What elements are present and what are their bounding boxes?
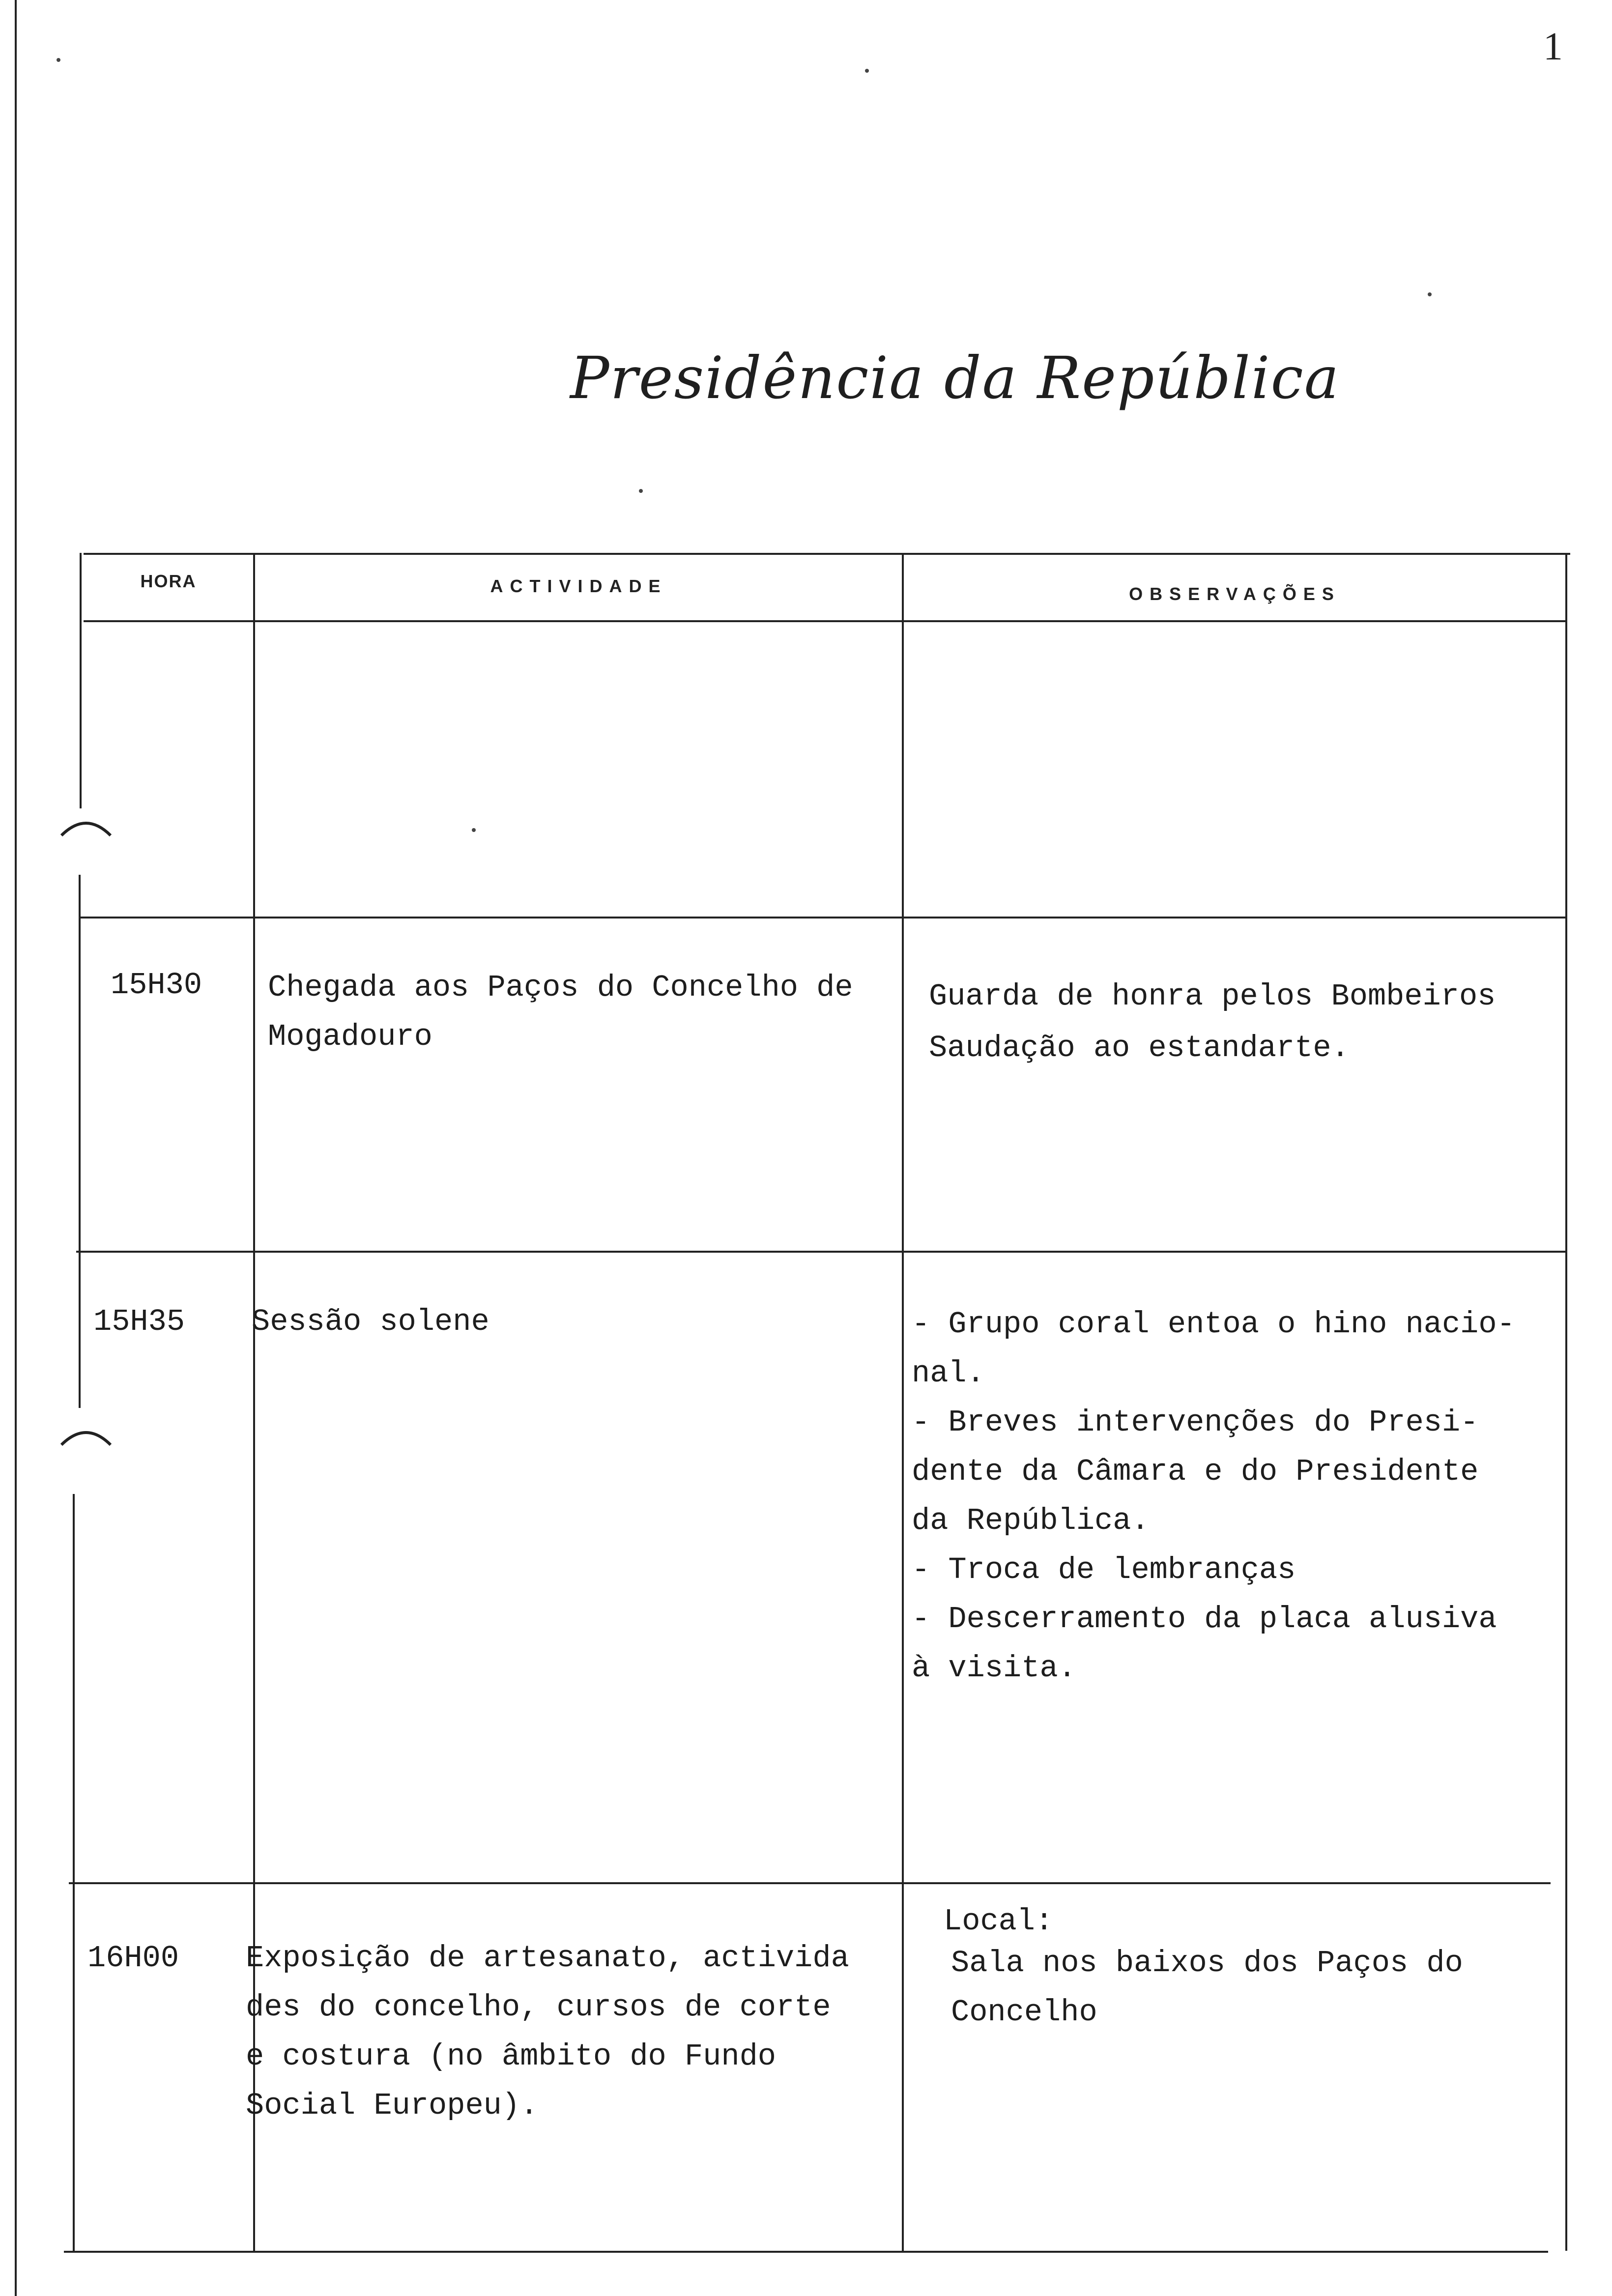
- actividade-cell: Sessão solene: [252, 1304, 489, 1339]
- left-border: [73, 1494, 75, 2251]
- column-header-observacoes: OBSERVAÇÕES: [1129, 584, 1341, 604]
- row-divider: [69, 1882, 1551, 1884]
- scan-speck: [865, 69, 869, 73]
- hora-cell: 15H35: [93, 1304, 185, 1339]
- letterhead-title: Presidência da República: [570, 344, 1340, 412]
- scan-speck: [1428, 292, 1432, 296]
- header-underline: [84, 620, 1565, 622]
- row-divider: [79, 917, 1565, 918]
- scan-speck: [57, 58, 60, 62]
- actividade-cell: Exposição de artesanato, activida des do concelho, cursos de corte e costura (no âmbito do Fundo Social Europeu).: [246, 1941, 849, 2123]
- row-divider: [76, 1251, 1565, 1253]
- table-top-border: [84, 553, 1570, 555]
- right-border: [1565, 553, 1567, 2251]
- scan-speck: [472, 828, 476, 832]
- punch-hole-mark: [57, 806, 125, 875]
- observacoes-cell: Guarda de honra pelos Bombeiros Saudação ao estandarte.: [929, 979, 1496, 1065]
- actividade-column-divider: [902, 553, 904, 2251]
- left-border: [79, 875, 81, 1408]
- observacoes-label: Local:: [944, 1904, 1054, 1939]
- actividade-cell: Chegada aos Paços do Concelho de Mogadouro: [268, 970, 853, 1054]
- page-number: 1: [1543, 25, 1563, 68]
- observacoes-cell: - Grupo coral entoa o hino nacio- nal. - Breves intervenções do Presi- dente da Câmara e do Presidente da República. - Troca de lembranças - Descerramento da placa alusiva à visita.: [912, 1307, 1515, 1686]
- hora-cell: 15H30: [111, 968, 202, 1003]
- hora-cell: 16H00: [87, 1941, 179, 1976]
- punch-hole-mark: [57, 1415, 125, 1484]
- left-border: [80, 553, 82, 808]
- observacoes-cell: Sala nos baixos dos Paços do Concelho: [951, 1946, 1463, 2030]
- column-header-actividade: ACTIVIDADE: [490, 576, 667, 596]
- column-header-hora: HORA: [140, 571, 197, 591]
- table-bottom-border: [64, 2251, 1548, 2253]
- scan-speck: [639, 489, 643, 493]
- binding-edge-line: [15, 0, 17, 2296]
